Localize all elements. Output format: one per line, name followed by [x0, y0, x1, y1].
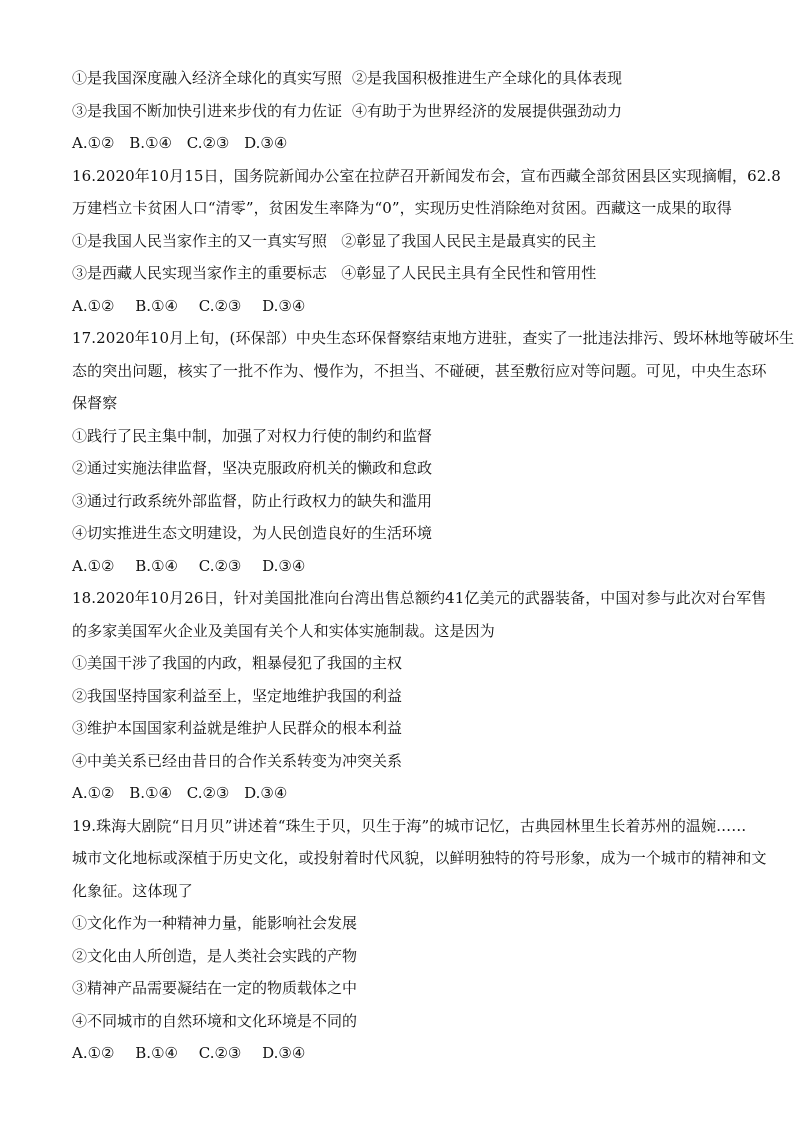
q18-answer-d: D.③④ — [244, 784, 288, 802]
q19-stem-line-1: 19.珠海大剧院“日月贝”讲述着“珠生于贝，贝生于海”的城市记忆，古典园林里生长着苏州的温婉…… — [72, 816, 747, 835]
q16-answer-b: B.①④ — [135, 296, 178, 315]
q15-answer-d: D.③④ — [244, 134, 288, 152]
q15-answer-c: C.②③ — [186, 134, 230, 152]
q18-option-3: ③维护本国国家利益就是维护人民群众的根本利益 — [72, 719, 403, 737]
q17-option-2: ②通过实施法律监督，坚决克服政府机关的懒政和怠政 — [72, 459, 433, 477]
q16-stem-line-2: 万建档立卡贫困人口“清零”，贫困发生率降为“0”，实现历史性消除绝对贫困。西藏这一成果的取得 — [72, 199, 732, 217]
q15-answer-choices — [72, 127, 732, 160]
q17-answer-a: A.①② — [72, 556, 115, 575]
exam-page — [72, 62, 794, 1070]
q15-answer-a: A.①② — [72, 134, 115, 152]
q17-stem-line-2: 态的突出问题，核实了一批不作为、慢作为，不担当、不碰硬，甚至敷衍应对等问题。可见，中央生态环 — [72, 361, 767, 380]
q16-answer-a: A.①② — [72, 296, 115, 315]
q18-option-4: ④中美关系已经由昔日的合作关系转变为冲突关系 — [72, 751, 403, 770]
q16-answer-d: D.③④ — [262, 296, 306, 315]
q15-answer-b: B.①④ — [129, 134, 172, 152]
q17-option-4: ④切实推进生态文明建设，为人民创造良好的生活环境 — [72, 524, 433, 542]
q16-answer-choices — [72, 290, 732, 323]
q17-option-1: ①践行了民主集中制，加强了对权力行使的制约和监督 — [72, 426, 433, 445]
q17-stem-line-3: 保督察 — [72, 394, 118, 412]
q19-answer-c: C.②③ — [198, 1044, 242, 1062]
q18-stem-line-2: 的多家美国军火企业及美国有关个人和实体实施制裁。这是因为 — [72, 621, 495, 640]
q19-answer-d: D.③④ — [262, 1044, 306, 1062]
q19-stem-line-3: 化象征。这体现了 — [72, 881, 193, 900]
q19-answer-choices — [72, 1037, 732, 1070]
q15-options-row-2 — [72, 95, 732, 128]
q18-answer-c: C.②③ — [186, 784, 230, 802]
q17-answer-b: B.①④ — [135, 556, 178, 575]
q15-options-row-1 — [72, 62, 732, 95]
q15-option-4: ④有助于为世界经济的发展提供强劲动力 — [352, 101, 623, 120]
q19-stem-line-2: 城市文化地标或深植于历史文化，或投射着时代风貌，以鲜明独特的符号形象，成为一个城市的精神和文 — [72, 849, 767, 867]
q16-options-line-2: ③是西藏人民实现当家作主的重要标志 ④彰显了人民民主具有全民性和管用性 — [72, 264, 597, 282]
q18-option-2: ②我国坚持国家利益至上，坚定地维护我国的利益 — [72, 686, 403, 705]
q19-option-4: ④不同城市的自然环境和文化环境是不同的 — [72, 1011, 358, 1030]
q17-stem-line-1: 17.2020年10月上旬，(环保部）中央生态环保督察结束地方进驻，查实了一批违法排污、毁坏林地等破坏生 — [72, 329, 794, 347]
q18-stem-line-1: 18.2020年10月26日，针对美国批准向台湾出售总额约41亿美元的武器装备，中国对参与此次对台军售 — [72, 589, 767, 607]
q17-option-3: ③通过行政系统外部监督，防止行政权力的缺失和滥用 — [72, 491, 433, 510]
q15-option-3: ③是我国不断加快引进来步伐的有力佐证 — [72, 101, 343, 120]
q18-option-1: ①美国干涉了我国的内政，粗暴侵犯了我国的主权 — [72, 654, 403, 672]
q19-answer-a: A.①② — [72, 1044, 115, 1062]
q17-answer-choices — [72, 550, 732, 583]
q16-options-line-1: ①是我国人民当家作主的又一真实写照 ②彰显了我国人民民主是最真实的民主 — [72, 231, 597, 250]
q19-answer-b: B.①④ — [135, 1044, 178, 1062]
q17-answer-d: D.③④ — [262, 556, 306, 575]
q18-answer-a: A.①② — [72, 784, 115, 802]
q19-option-3: ③精神产品需要凝结在一定的物质载体之中 — [72, 979, 358, 997]
q15-option-1: ①是我国深度融入经济全球化的真实写照 — [72, 69, 343, 87]
q18-answer-choices — [72, 777, 732, 810]
q16-answer-c: C.②③ — [198, 296, 242, 315]
q15-option-2: ②是我国积极推进生产全球化的具体表现 — [352, 69, 623, 87]
q16-stem-line-1: 16.2020年10月15日，国务院新闻办公室在拉萨召开新闻发布会，宣布西藏全部贫困县区实现摘帽，62.8 — [72, 166, 781, 185]
q19-option-1: ①文化作为一种精神力量，能影响社会发展 — [72, 914, 358, 932]
q19-option-2: ②文化由人所创造，是人类社会实践的产物 — [72, 946, 358, 965]
q17-answer-c: C.②③ — [198, 556, 242, 575]
q18-answer-b: B.①④ — [129, 784, 172, 802]
